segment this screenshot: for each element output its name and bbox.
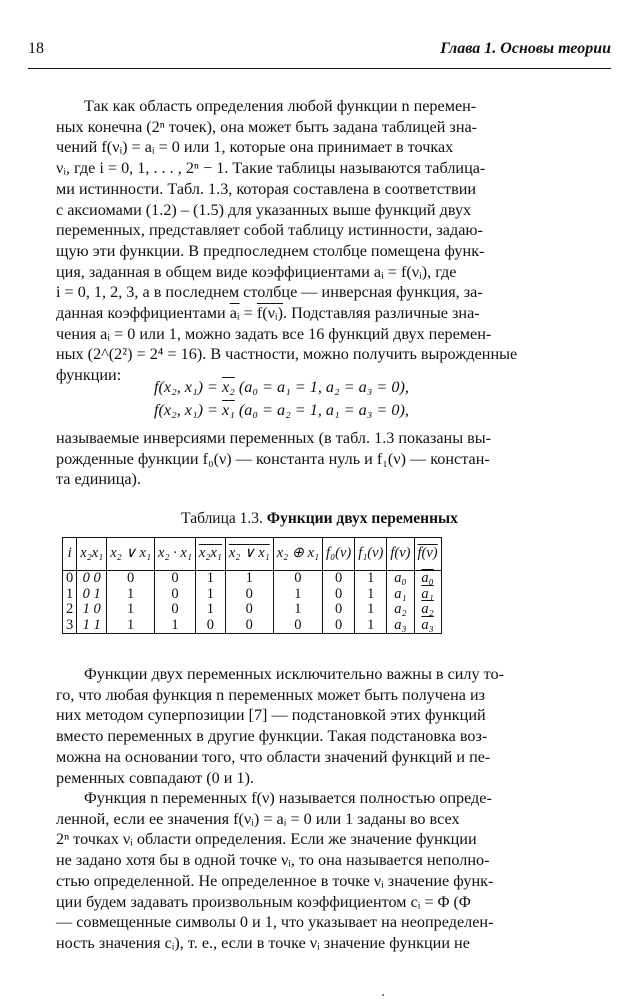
- table-cell: 0: [323, 602, 355, 618]
- table-cell: 0: [155, 571, 196, 587]
- text-line: них методом суперпозиции [7] — подстановкой этих функций: [56, 706, 486, 725]
- formula-degenerate-2: [154, 401, 409, 420]
- table-cell: 0: [273, 571, 322, 587]
- column-header-f: f(ν): [387, 538, 414, 571]
- table-cell: a₃: [387, 618, 414, 634]
- paragraph-inversions: [56, 428, 599, 490]
- table-cell: 1: [107, 602, 155, 618]
- table-cell: 0: [107, 571, 155, 587]
- table-cell: a₁: [414, 587, 441, 603]
- table-cell: 1: [155, 618, 196, 634]
- table-cell: 1 1: [77, 618, 107, 634]
- text-line: вместо переменных в другие функции. Такая подстановка воз-: [56, 727, 488, 746]
- text-line: — совмещенные символы 0 и 1, что указывает на неопределен-: [56, 913, 494, 932]
- header-rule: [28, 68, 611, 69]
- text-line: Так как область определения любой функции n перемен-: [84, 97, 477, 115]
- table-cell: a₀: [387, 571, 414, 587]
- formula-degenerate-1: [154, 378, 409, 397]
- text-line: функции:: [56, 366, 122, 385]
- table-cell: 0: [323, 587, 355, 603]
- table-cell: 0: [225, 587, 273, 603]
- table-label: Таблица 1.3.: [181, 510, 263, 527]
- text-line: ременных совпадают (0 и 1).: [56, 768, 255, 787]
- text-line: ленной, если ее значения f(νᵢ) = aᵢ = 0 или 1 заданы во всех: [56, 809, 460, 828]
- table-cell: 0: [225, 602, 273, 618]
- table-cell: 0: [63, 571, 77, 587]
- text-line: можна на основании того, что области значений функций и пе-: [56, 747, 491, 766]
- running-head: [28, 40, 611, 58]
- table-title: Функции двух переменных: [266, 510, 458, 527]
- text-line: νᵢ, где i = 0, 1, . . . , 2ⁿ − 1. Такие таблицы называются таблица-: [56, 159, 486, 178]
- table-cell: 1: [355, 602, 387, 618]
- table-cell: 1: [195, 602, 225, 618]
- table-cell: 1: [273, 602, 322, 618]
- table-cell: 1: [355, 571, 387, 587]
- paragraph-superposition: [56, 664, 599, 788]
- text-line: 2ⁿ точках νᵢ области определения. Если же значение функции: [56, 830, 477, 849]
- table-cell: 1: [355, 618, 387, 634]
- table-cell: 1: [107, 587, 155, 603]
- table-row: [63, 571, 442, 587]
- column-header-nor: x₂ ∨ x₁: [225, 538, 273, 571]
- text-line: ми истинности. Табл. 1.3, которая составлена в соответствии: [56, 179, 477, 198]
- chapter-title: Глава 1. Основы теории: [440, 40, 611, 57]
- table-cell: 0 0: [77, 571, 107, 587]
- table-caption: [0, 510, 639, 528]
- table-cell: 1: [225, 571, 273, 587]
- text-line: стью определенной. Не определенное в точке νᵢ значение функ-: [56, 871, 494, 890]
- table-row: [63, 618, 442, 634]
- text-line: ции будем задавать произвольным коэффициентом cᵢ = Φ (Φ: [56, 892, 471, 911]
- paragraph-truth-tables: [56, 96, 599, 386]
- text-line: го, что любая функция n переменных может быть получена из: [56, 685, 486, 704]
- table-cell: 1: [355, 587, 387, 603]
- table-cell: 0: [195, 618, 225, 634]
- table-cell: 0 1: [77, 587, 107, 603]
- text-line: i = 0, 1, 2, 3, а в последнем столбце — инверсная функция, за-: [56, 283, 483, 302]
- inverted-coefficient: $\overline{aᵢ}$: [229, 304, 240, 323]
- table-cell: 1: [195, 571, 225, 587]
- table-cell: 0: [225, 618, 273, 634]
- text-line: не задано хотя бы в одной точке νᵢ, то она называется неполно-: [56, 851, 490, 870]
- text-fragment: =: [239, 304, 257, 323]
- table-cell: a₃: [414, 618, 441, 634]
- text-line: та единица).: [56, 470, 141, 489]
- text-fragment: данная коэффициентами: [56, 304, 230, 323]
- column-header-disjunction: x₂ ∨ x₁: [107, 538, 155, 571]
- text-line: переменных, представляет собой таблицу истинности, задаю-: [56, 221, 483, 240]
- formula-rhs: (a₀ = a₁ = 1, a₂ = a₃ = 0),: [234, 378, 409, 396]
- column-header-inverse-f: f(ν): [414, 538, 441, 571]
- formula-lhs: f(x₂, x₁) =: [154, 378, 223, 396]
- table-cell: 1 0: [77, 602, 107, 618]
- truth-table: [62, 537, 442, 634]
- table-cell: 0: [155, 602, 196, 618]
- page-number: 18: [28, 40, 44, 57]
- formula-inverted-variable: x₂: [222, 378, 235, 396]
- formula-lhs: f(x₂, x₁) =: [154, 401, 223, 419]
- text-line: называемые инверсиями переменных (в табл. 1.3 показаны вы-: [56, 429, 492, 447]
- text-line: ция, заданная в общем виде коэффициентами aᵢ = f(νᵢ), где: [56, 262, 457, 281]
- text-line: ных конечна (2ⁿ точек), она может быть задана таблицей зна-: [56, 117, 478, 136]
- table-cell: 0: [323, 571, 355, 587]
- print-speck: [382, 994, 384, 996]
- table-cell: a₂: [414, 602, 441, 618]
- text-line: Функция n переменных f(ν) называется полностью опреде-: [84, 789, 492, 807]
- table-cell: a₂: [387, 602, 414, 618]
- table-row: [63, 602, 442, 618]
- column-header-f0: f₀(ν): [323, 538, 355, 571]
- table-cell: 0: [273, 618, 322, 634]
- text-line: с аксиомами (1.2) – (1.5) для указанных выше функций двух: [56, 200, 472, 219]
- column-header-nand: x₂x₁: [195, 538, 225, 571]
- table-cell: 1: [195, 587, 225, 603]
- text-line: Функции двух переменных исключительно важны в силу то-: [84, 665, 504, 683]
- text-line: ных (2^(2²) = 2⁴ = 16). В частности, можно получить вырожденные: [56, 345, 518, 364]
- paragraph-fully-defined: [56, 788, 599, 954]
- table-cell: 1: [63, 587, 77, 603]
- table-cell: 0: [323, 618, 355, 634]
- table-cell: a₀: [414, 571, 441, 587]
- column-header-f1: f₁(ν): [355, 538, 387, 571]
- column-header-conjunction: x₂ · x₁: [155, 538, 196, 571]
- text-line: чений f(νᵢ) = aᵢ = 0 или 1, которые она принимает в точках: [56, 138, 454, 157]
- formula-rhs: (a₀ = a₂ = 1, a₁ = a₃ = 0),: [234, 401, 409, 419]
- text-line: щую эти функции. В предпоследнем столбце помещена функ-: [56, 241, 485, 260]
- table-header-row: [63, 538, 442, 571]
- table-cell: 0: [155, 587, 196, 603]
- table-cell: 1: [107, 618, 155, 634]
- text-line: ность значения cᵢ), т. е., если в точке νᵢ значение функции не: [56, 933, 470, 952]
- text-fragment: . Подставляя различные зна-: [282, 304, 480, 323]
- table-cell: 2: [63, 602, 77, 618]
- column-header-xor: x₂ ⊕ x₁: [273, 538, 322, 571]
- table-cell: a₁: [387, 587, 414, 603]
- text-line: рожденные функции f₀(ν) — константа нуль и f₁(ν) — констан-: [56, 449, 490, 468]
- table-row: [63, 587, 442, 603]
- text-line: [56, 303, 599, 324]
- inverted-function: f(νᵢ): [256, 304, 283, 323]
- text-line: чения aᵢ = 0 или 1, можно задать все 16 функций двух перемен-: [56, 324, 492, 343]
- formula-inverted-variable: x₁: [222, 401, 235, 419]
- column-header-x2x1: x₂x₁: [77, 538, 107, 571]
- table-cell: 3: [63, 618, 77, 634]
- table-cell: 1: [273, 587, 322, 603]
- column-header-i: i: [63, 538, 77, 571]
